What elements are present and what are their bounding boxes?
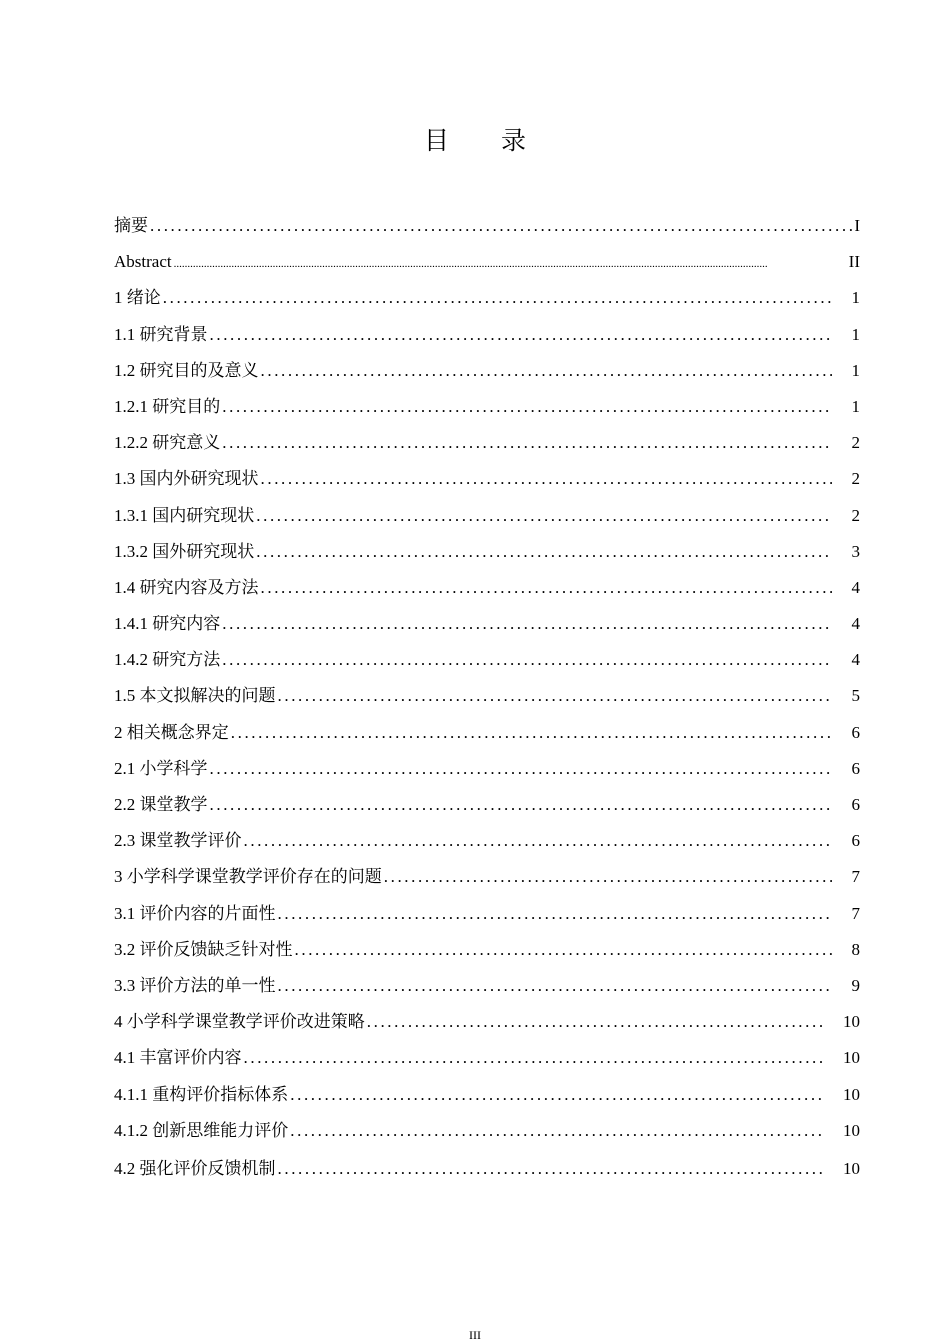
toc-leader-dots bbox=[290, 1077, 824, 1113]
toc-leader-dots bbox=[278, 678, 833, 714]
toc-leader-dots bbox=[210, 787, 833, 823]
toc-entry-label: 2.3 课堂教学评价 bbox=[114, 831, 242, 851]
toc-leader-dots bbox=[256, 498, 832, 534]
toc-entry-1-4[interactable] bbox=[114, 570, 860, 606]
toc-entry-abstract-en[interactable] bbox=[114, 244, 860, 280]
toc-entry-1-4-1[interactable] bbox=[114, 606, 860, 642]
toc-entry-4[interactable] bbox=[114, 1004, 860, 1040]
footer-page-number: III bbox=[469, 1328, 481, 1342]
toc-entry-label: 2 相关概念界定 bbox=[114, 722, 229, 742]
toc-entry-page: 1 bbox=[851, 324, 860, 344]
toc-leader-dots bbox=[278, 1151, 825, 1187]
toc-leader-dots bbox=[295, 932, 833, 968]
toc-entry-page: 1 bbox=[851, 360, 860, 380]
toc-entry-page: 4 bbox=[851, 577, 860, 597]
toc-leader-dots bbox=[261, 353, 833, 389]
toc-leader-dots bbox=[222, 606, 832, 642]
toc-entry-label: 1.2.2 研究意义 bbox=[114, 433, 221, 453]
toc-entry-3-3[interactable] bbox=[114, 968, 860, 1004]
toc-leader-dots bbox=[256, 534, 832, 570]
toc-entry-page: 10 bbox=[843, 1012, 860, 1032]
toc-entry-1-3-2[interactable] bbox=[114, 534, 860, 570]
toc-leader-dots bbox=[290, 1113, 824, 1149]
toc-entry-1-4-2[interactable] bbox=[114, 642, 860, 678]
toc-entry-page: I bbox=[854, 216, 860, 235]
toc-entry-page: 10 bbox=[843, 1084, 860, 1104]
toc-leader-dots bbox=[231, 715, 832, 751]
toc-entry-2-1[interactable] bbox=[114, 751, 860, 787]
toc-leader-dots bbox=[261, 570, 833, 606]
toc-entry-1-3[interactable] bbox=[114, 461, 860, 497]
toc-entry-page: 4 bbox=[851, 650, 860, 670]
toc-entry-label: 1.3 国内外研究现状 bbox=[114, 469, 259, 489]
toc-entry-2-2[interactable] bbox=[114, 787, 860, 823]
toc-entry-label: 1.3.1 国内研究现状 bbox=[114, 505, 255, 525]
toc-entry-label: 2.1 小学科学 bbox=[114, 758, 208, 778]
toc-entry-label: 4.1 丰富评价内容 bbox=[114, 1048, 242, 1068]
toc-entry-label: 1.2.1 研究目的 bbox=[114, 396, 221, 416]
toc-title: 目 录 bbox=[424, 126, 548, 155]
toc-entry-4-1-1[interactable] bbox=[114, 1077, 860, 1113]
toc-entry-page: 2 bbox=[851, 469, 860, 489]
toc-entry-page: 10 bbox=[843, 1120, 860, 1140]
toc-leader-dots bbox=[222, 425, 832, 461]
toc-entry-1-2-1[interactable] bbox=[114, 389, 860, 425]
toc-entry-page: 3 bbox=[851, 541, 860, 561]
toc-leader-dots bbox=[210, 317, 833, 353]
toc-entry-label: 2.2 课堂教学 bbox=[114, 795, 208, 814]
toc-entry-label: 1.2 研究目的及意义 bbox=[114, 360, 259, 380]
toc-entry-label: 3 小学科学课堂教学评价存在的问题 bbox=[114, 867, 382, 887]
toc-entry-4-1-2[interactable] bbox=[114, 1113, 860, 1149]
toc-entry-page: II bbox=[848, 252, 860, 272]
toc-leader-dots bbox=[150, 208, 853, 244]
toc-entry-4-1[interactable] bbox=[114, 1040, 860, 1076]
toc-entry-page: 7 bbox=[851, 903, 860, 923]
toc-entry-label: 1.1 研究背景 bbox=[114, 324, 208, 344]
toc-entry-label: 1.3.2 国外研究现状 bbox=[114, 541, 255, 561]
toc-entry-page: 10 bbox=[843, 1158, 860, 1178]
toc-leader-dots bbox=[261, 461, 833, 497]
toc-entry-page: 9 bbox=[851, 975, 860, 995]
toc-entry-label: 4 小学科学课堂教学评价改进策略 bbox=[114, 1012, 365, 1032]
toc-entry-page: 1 bbox=[851, 288, 860, 308]
toc-entry-page: 6 bbox=[851, 831, 860, 851]
toc-entry-3-2[interactable] bbox=[114, 932, 860, 968]
toc-leader-dots bbox=[222, 389, 832, 425]
toc-entry-label: 1 绪论 bbox=[114, 288, 161, 308]
toc-leader-dots bbox=[163, 280, 832, 316]
toc-entry-1-2[interactable] bbox=[114, 353, 860, 389]
toc-entry-label: 4.1.1 重构评价指标体系 bbox=[114, 1084, 289, 1104]
toc-leader-dots bbox=[244, 1040, 825, 1076]
toc-entry-1-5[interactable] bbox=[114, 678, 860, 714]
toc-leader-dots bbox=[278, 968, 833, 1004]
toc-leader-dots bbox=[244, 823, 833, 859]
toc-entry-4-2[interactable] bbox=[114, 1151, 860, 1187]
toc-entry-page: 8 bbox=[851, 939, 860, 959]
toc-leader-dots bbox=[222, 642, 832, 678]
toc-entry-page: 4 bbox=[851, 614, 860, 634]
toc-entry-3-1[interactable] bbox=[114, 896, 860, 932]
toc-leader-dots bbox=[384, 859, 832, 895]
toc-entry-label: Abstract bbox=[114, 252, 172, 272]
toc-entry-label: 1.4 研究内容及方法 bbox=[114, 577, 259, 597]
toc-entry-1-1[interactable] bbox=[114, 317, 860, 353]
toc-entry-1[interactable] bbox=[114, 280, 860, 316]
toc-leader-dots bbox=[278, 896, 833, 932]
toc-entry-page: 5 bbox=[851, 686, 860, 706]
toc-entry-3[interactable] bbox=[114, 859, 860, 895]
toc-entry-label: 4.2 强化评价反馈机制 bbox=[114, 1158, 276, 1178]
toc-entry-label: 1.4.1 研究内容 bbox=[114, 614, 221, 634]
toc-entry-2-3[interactable] bbox=[114, 823, 860, 859]
toc-leader-dots bbox=[210, 751, 833, 787]
toc-entry-page: 2 bbox=[851, 505, 860, 525]
toc-entry-page: 6 bbox=[851, 758, 860, 778]
toc-entry-label: 摘要 bbox=[114, 216, 148, 235]
toc-entry-label: 1.4.2 研究方法 bbox=[114, 650, 221, 670]
table-of-contents bbox=[114, 208, 860, 1187]
toc-entry-page: 1 bbox=[851, 396, 860, 416]
toc-entry-page: 2 bbox=[851, 433, 860, 453]
toc-entry-label: 4.1.2 创新思维能力评价 bbox=[114, 1120, 289, 1140]
toc-entry-page: 10 bbox=[843, 1048, 860, 1068]
toc-entry-2[interactable] bbox=[114, 715, 860, 751]
toc-entry-1-2-2[interactable] bbox=[114, 425, 860, 461]
toc-entry-label: 3.1 评价内容的片面性 bbox=[114, 903, 276, 923]
toc-entry-label: 1.5 本文拟解决的问题 bbox=[114, 686, 276, 706]
toc-entry-page: 7 bbox=[851, 867, 860, 887]
toc-entry-page: 6 bbox=[851, 722, 860, 742]
toc-leader-dots bbox=[174, 246, 848, 282]
toc-entry-label: 3.3 评价方法的单一性 bbox=[114, 975, 276, 995]
toc-entry-label: 3.2 评价反馈缺乏针对性 bbox=[114, 939, 293, 959]
toc-entry-1-3-1[interactable] bbox=[114, 498, 860, 534]
toc-entry-page: 6 bbox=[851, 795, 860, 814]
toc-leader-dots bbox=[367, 1004, 824, 1040]
toc-entry-abstract-cn[interactable] bbox=[114, 208, 860, 244]
